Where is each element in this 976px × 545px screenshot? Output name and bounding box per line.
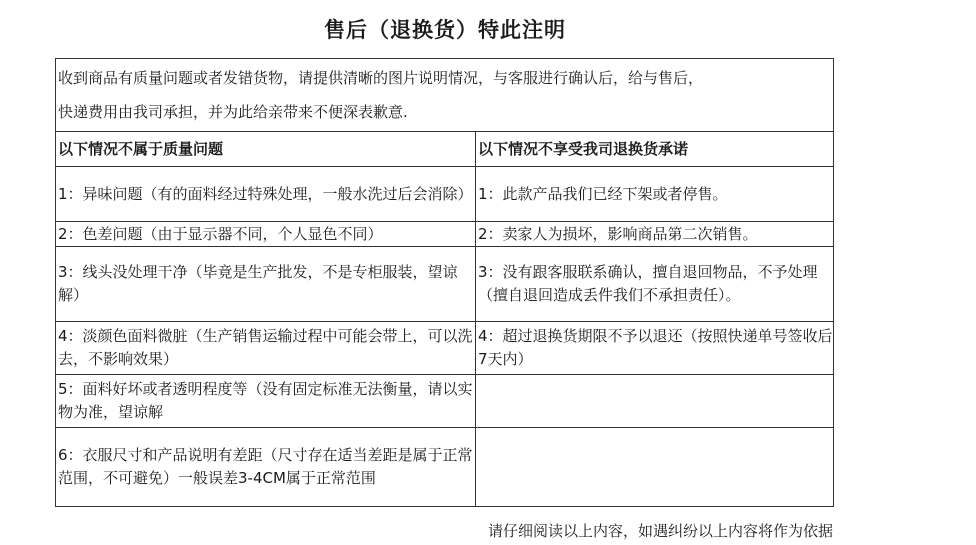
right-item-3: 3：没有跟客服联系确认，擅自退回物品，不予处理（擅自退回造成丢件我们不承担责任）。 [476,247,834,322]
left-item-6: 6：衣服尺寸和产品说明有差距（尺寸存在适当差距是属于正常范围，不可避免）一般误差3-4CM属于正常范围 [56,428,476,507]
table-row [56,247,834,322]
header-row [56,132,834,167]
left-column-header: 以下情况不属于质量问题 [56,132,476,167]
right-item-2: 2：卖家人为损坏，影响商品第二次销售。 [476,222,834,247]
notice-line-1: 收到商品有质量问题或者发错货物，请提供清晰的图片说明情况，与客服进行确认后，给与售后， [58,69,704,87]
left-item-3: 3：线头没处理干净（毕竟是生产批发，不是专柜服装，望谅解） [56,247,476,322]
table-row [56,167,834,222]
left-item-4: 4：淡颜色面料微脏（生产销售运输过程中可能会带上，可以洗去，不影响效果） [56,322,476,375]
right-item-1: 1：此款产品我们已经下架或者停售。 [476,167,834,222]
right-column-header: 以下情况不享受我司退换货承诺 [476,132,834,167]
table-row [56,322,834,375]
notice-cell [56,59,834,132]
left-item-1: 1：异味问题（有的面料经过特殊处理，一般水洗过后会消除） [56,167,476,222]
notice-row [56,59,834,132]
notice-line-2: 快递费用由我司承担，并为此给亲带来不便深表歉意. [58,103,408,121]
left-item-2: 2：色差问题（由于显示器不同，个人显色不同） [56,222,476,247]
right-item-6 [476,428,834,507]
table-row [56,222,834,247]
table-row [56,375,834,428]
footer-note: 请仔细阅读以上内容，如遇纠纷以上内容将作为依据 [487,522,833,540]
page-title: 售后（退换货）特此注明 [324,17,566,42]
table-row [56,428,834,507]
policy-table [55,58,834,507]
right-item-5 [476,375,834,428]
right-item-4: 4：超过退换货期限不予以退还（按照快递单号签收后7天内） [476,322,834,375]
left-item-5: 5：面料好坏或者透明程度等（没有固定标准无法衡量，请以实物为准，望谅解 [56,375,476,428]
